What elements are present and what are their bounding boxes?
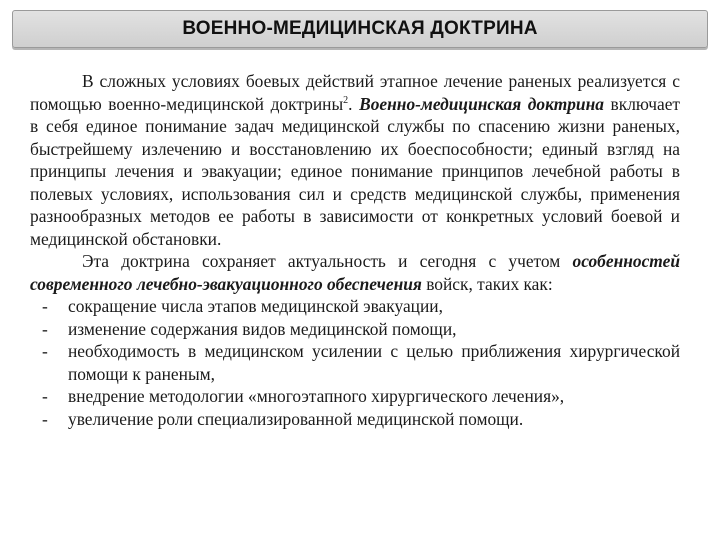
footnote-marker: 2 — [343, 94, 349, 106]
list-marker: - — [42, 296, 48, 316]
list-item-text: изменение содержания видов медицинской помощи, — [68, 318, 457, 339]
list-item-text: необходимость в медицинском усилении с целью приближения хирургической помощи к раненым, — [68, 341, 680, 384]
list-item — [30, 295, 680, 318]
list-item — [30, 385, 680, 408]
list-item — [30, 408, 680, 431]
list-item-text: внедрение методологии «многоэтапного хирургического лечения», — [68, 386, 565, 406]
paragraph-text: . — [348, 93, 360, 114]
title-bar — [12, 10, 708, 48]
list-marker: - — [42, 341, 48, 361]
emphasized-term: особенностей современного лечебно-эвакуационного обеспечения — [30, 251, 680, 294]
list-item-text: увеличение роли специализированной медицинской помощи. — [68, 408, 524, 429]
paragraph-doctrine-definition — [30, 70, 680, 250]
list-item — [30, 340, 680, 385]
paragraph-text: войск, таких как: — [421, 273, 553, 294]
list-item — [30, 318, 680, 341]
paragraph-doctrine-relevance — [30, 250, 680, 295]
list-marker: - — [42, 408, 48, 429]
page-title: ВОЕННО-МЕДИЦИНСКАЯ ДОКТРИНА — [182, 18, 538, 39]
paragraph-text: В сложных условиях боевых действий этапное лечение раненых реализуется с помощью военно-медицинской доктрины — [30, 71, 680, 114]
list-marker: - — [42, 318, 48, 339]
features-list — [30, 295, 680, 430]
paragraph-text: включает в себя единое понимание задач медицинской службы по спасению жизни раненых, быстрейшему излечению и восстановлению их боеспособности; единый взгляд на принципы лечения и эвакуации; единое понимание принципов лечебной работы в полевых условиях, использования сил и средств медицинской службы, применения разнообразных методов ее работы в зависимости от конкретных условий боевой и медицинской обстановки. — [30, 93, 681, 249]
paragraph-text: Эта доктрина сохраняет актуальность и сегодня с учетом — [82, 251, 573, 271]
emphasized-term: Военно-медицинская доктрина — [359, 93, 604, 114]
list-item-text: сокращение числа этапов медицинской эвакуации, — [68, 296, 443, 316]
document-body — [30, 70, 680, 430]
list-marker: - — [42, 386, 48, 406]
